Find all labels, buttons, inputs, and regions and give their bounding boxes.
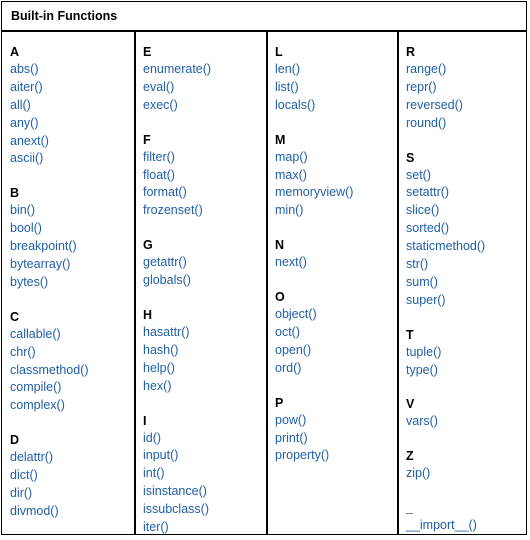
function-link[interactable]: compile() [10,380,62,395]
letter-group [136,306,266,396]
letter-group [399,43,526,133]
function-link[interactable]: ord() [275,360,302,375]
function-link[interactable]: vars() [406,414,438,429]
function-link[interactable]: object() [275,307,317,322]
function-link[interactable]: bytearray() [10,257,71,272]
function-link[interactable]: round() [406,115,447,130]
function-link[interactable]: open() [275,342,312,357]
letter-group [399,447,526,483]
function-link[interactable]: globals() [143,273,191,288]
function-link[interactable]: max() [275,167,307,182]
group-letter: A [10,45,20,59]
group-letter: T [406,327,414,342]
function-link[interactable]: super() [406,292,446,307]
function-link[interactable]: set() [406,167,431,182]
function-link[interactable]: setattr() [406,185,450,200]
function-link[interactable]: reversed() [406,97,463,112]
function-link[interactable]: classmethod() [10,362,89,377]
function-link[interactable]: slice() [406,203,440,218]
group-letter: M [275,132,286,147]
group-letter: L [275,45,283,59]
function-link[interactable]: min() [275,203,304,218]
function-link[interactable]: str() [406,257,429,272]
function-link[interactable]: any() [10,115,39,130]
table-header [2,2,526,32]
function-link[interactable]: aiter() [10,79,43,94]
group-letter: _ [406,501,413,516]
function-link[interactable]: staticmethod() [406,239,486,254]
function-link[interactable]: filter() [143,149,175,164]
letter-group [2,431,134,521]
group-letter: E [143,45,152,59]
function-link[interactable]: zip() [406,466,431,481]
function-link[interactable]: type() [406,362,438,377]
group-letter: P [275,395,284,410]
group-letter: I [143,413,147,428]
function-link[interactable]: __import__() [406,518,477,533]
function-link[interactable]: eval() [143,79,175,94]
function-link[interactable]: iter() [143,520,169,535]
function-link[interactable]: input() [143,448,179,463]
function-link[interactable]: hex() [143,378,172,393]
function-link[interactable]: abs() [10,62,39,76]
function-link[interactable]: pow() [275,412,307,427]
group-letter: C [10,309,20,324]
group-letter: Z [406,449,414,464]
function-link[interactable]: sorted() [406,221,450,236]
group-letter: S [406,150,415,165]
function-link[interactable]: print() [275,430,308,445]
function-link[interactable]: delattr() [10,450,54,465]
function-link[interactable]: anext() [10,133,49,148]
function-link[interactable]: hash() [143,342,179,357]
function-link[interactable]: dir() [10,486,33,501]
function-link[interactable]: map() [275,149,308,164]
function-link[interactable]: bytes() [10,274,49,289]
letter-group [2,43,134,168]
letter-group [136,412,266,537]
letter-group [268,131,397,221]
function-link[interactable]: chr() [10,344,36,359]
letter-group [136,43,266,115]
letter-group [399,499,526,535]
function-link[interactable]: all() [10,97,31,112]
letter-group [268,236,397,272]
function-link[interactable]: len() [275,62,301,76]
function-link[interactable]: hasattr() [143,325,190,340]
function-link[interactable]: enumerate() [143,62,212,76]
letter-group [268,394,397,466]
group-letter: D [10,433,20,448]
function-link[interactable]: id() [143,430,162,445]
function-link[interactable]: isinstance() [143,484,207,499]
function-link[interactable]: format() [143,185,187,200]
letter-group [399,149,526,310]
function-link[interactable]: exec() [143,97,178,112]
letter-group [136,131,266,221]
function-link[interactable]: tuple() [406,344,442,359]
function-link[interactable]: complex() [10,398,65,413]
group-letter: B [10,186,20,201]
function-link[interactable]: range() [406,62,447,76]
function-link[interactable]: frozenset() [143,203,203,218]
function-link[interactable]: memoryview() [275,185,354,200]
function-link[interactable]: list() [275,79,299,94]
function-link[interactable]: sum() [406,274,438,289]
group-letter: R [406,45,416,59]
function-link[interactable]: next() [275,255,307,270]
function-link[interactable]: getattr() [143,255,187,270]
group-letter: O [275,290,285,305]
builtin-functions-table [1,1,527,535]
group-letter: V [406,397,415,412]
function-link[interactable]: dict() [10,468,38,483]
function-link[interactable]: ascii() [10,151,44,166]
letter-group [136,236,266,290]
function-link[interactable]: divmod() [10,503,59,518]
group-letter: G [143,238,153,253]
letter-group [399,395,526,431]
letter-group [2,184,134,291]
function-link[interactable]: callable() [10,326,61,341]
column-4 [397,32,526,534]
function-link[interactable]: float() [143,167,175,182]
letter-group [268,288,397,378]
function-link[interactable]: repr() [406,79,437,94]
letter-group [268,43,397,115]
function-link[interactable]: int() [143,466,165,481]
letter-group [2,308,134,415]
table-title: Built-in Functions [11,9,118,23]
function-link[interactable]: issubclass() [143,502,209,517]
column-1 [2,32,134,534]
function-link[interactable]: breakpoint() [10,239,77,254]
group-letter: H [143,308,153,323]
group-letter: N [275,238,285,253]
column-2 [134,32,266,534]
function-link[interactable]: oct() [275,325,300,340]
function-link[interactable]: bin() [10,203,36,218]
function-link[interactable]: property() [275,448,330,463]
letter-group [399,326,526,380]
column-3 [266,32,397,534]
function-link[interactable]: help() [143,360,175,375]
function-link[interactable]: locals() [275,97,316,112]
group-letter: F [143,132,151,147]
function-link[interactable]: bool() [10,221,42,236]
